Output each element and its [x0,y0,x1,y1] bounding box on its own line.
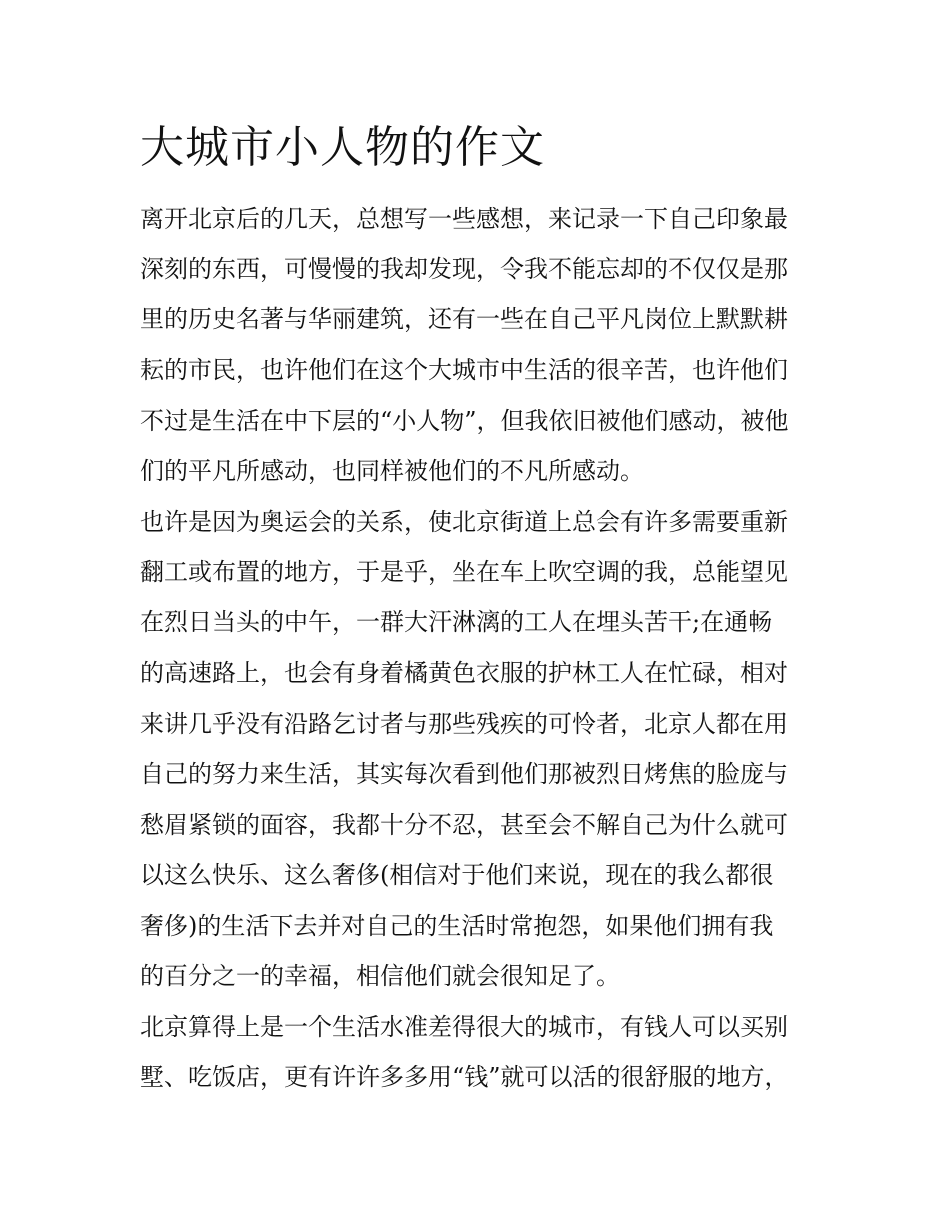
text-line: 深刻的东西，可慢慢的我却发现，令我不能忘却的不仅仅是那 [140,255,788,283]
text-line: 来讲几乎没有沿路乞讨者与那些残疾的可怜者，北京人都在用 [140,710,788,738]
text-line: 不过是生活在中下层的“小人物”，但我依旧被他们感动，被他 [140,407,789,435]
text-line: 北京算得上是一个生活水准差得很大的城市，有钱人可以买别 [140,1013,788,1041]
text-line: 也许是因为奥运会的关系，使北京街道上总会有许多需要重新 [140,508,788,536]
text-line: 自己的努力来生活，其实每次看到他们那被烈日烤焦的脸庞与 [140,760,788,788]
text-line: 在烈日当头的中午，一群大汗淋漓的工人在埋头苦干;在通畅 [140,608,773,636]
text-line: 里的历史名著与华丽建筑，还有一些在自己平凡岗位上默默耕 [140,305,788,333]
text-line: 离开北京后的几天，总想写一些感想，来记录一下自己印象最 [140,205,788,233]
text-line: 们的平凡所感动，也同样被他们的不凡所感动。 [140,457,644,485]
text-line: 愁眉紧锁的面容，我都十分不忍，甚至会不解自己为什么就可 [140,811,788,839]
text-line: 翻工或布置的地方，于是乎，坐在车上吹空调的我，总能望见 [140,558,788,586]
page-title: 大城市小人物的作文 [140,122,545,173]
text-line: 的高速路上，也会有身着橘黄色衣服的护林工人在忙碌，相对 [140,659,788,687]
text-line: 的百分之一的幸福，相信他们就会很知足了。 [140,962,620,990]
text-line: 以这么快乐、这么奢侈(相信对于他们来说，现在的我么都很 [140,861,774,889]
text-line: 奢侈)的生活下去并对自己的生活时常抱怨，如果他们拥有我 [140,912,774,940]
text-line: 耘的市民，也许他们在这个大城市中生活的很辛苦，也许他们 [140,356,788,384]
text-line: 墅、吃饭店，更有许许多多用“钱”就可以活的很舒服的地方， [140,1063,789,1091]
